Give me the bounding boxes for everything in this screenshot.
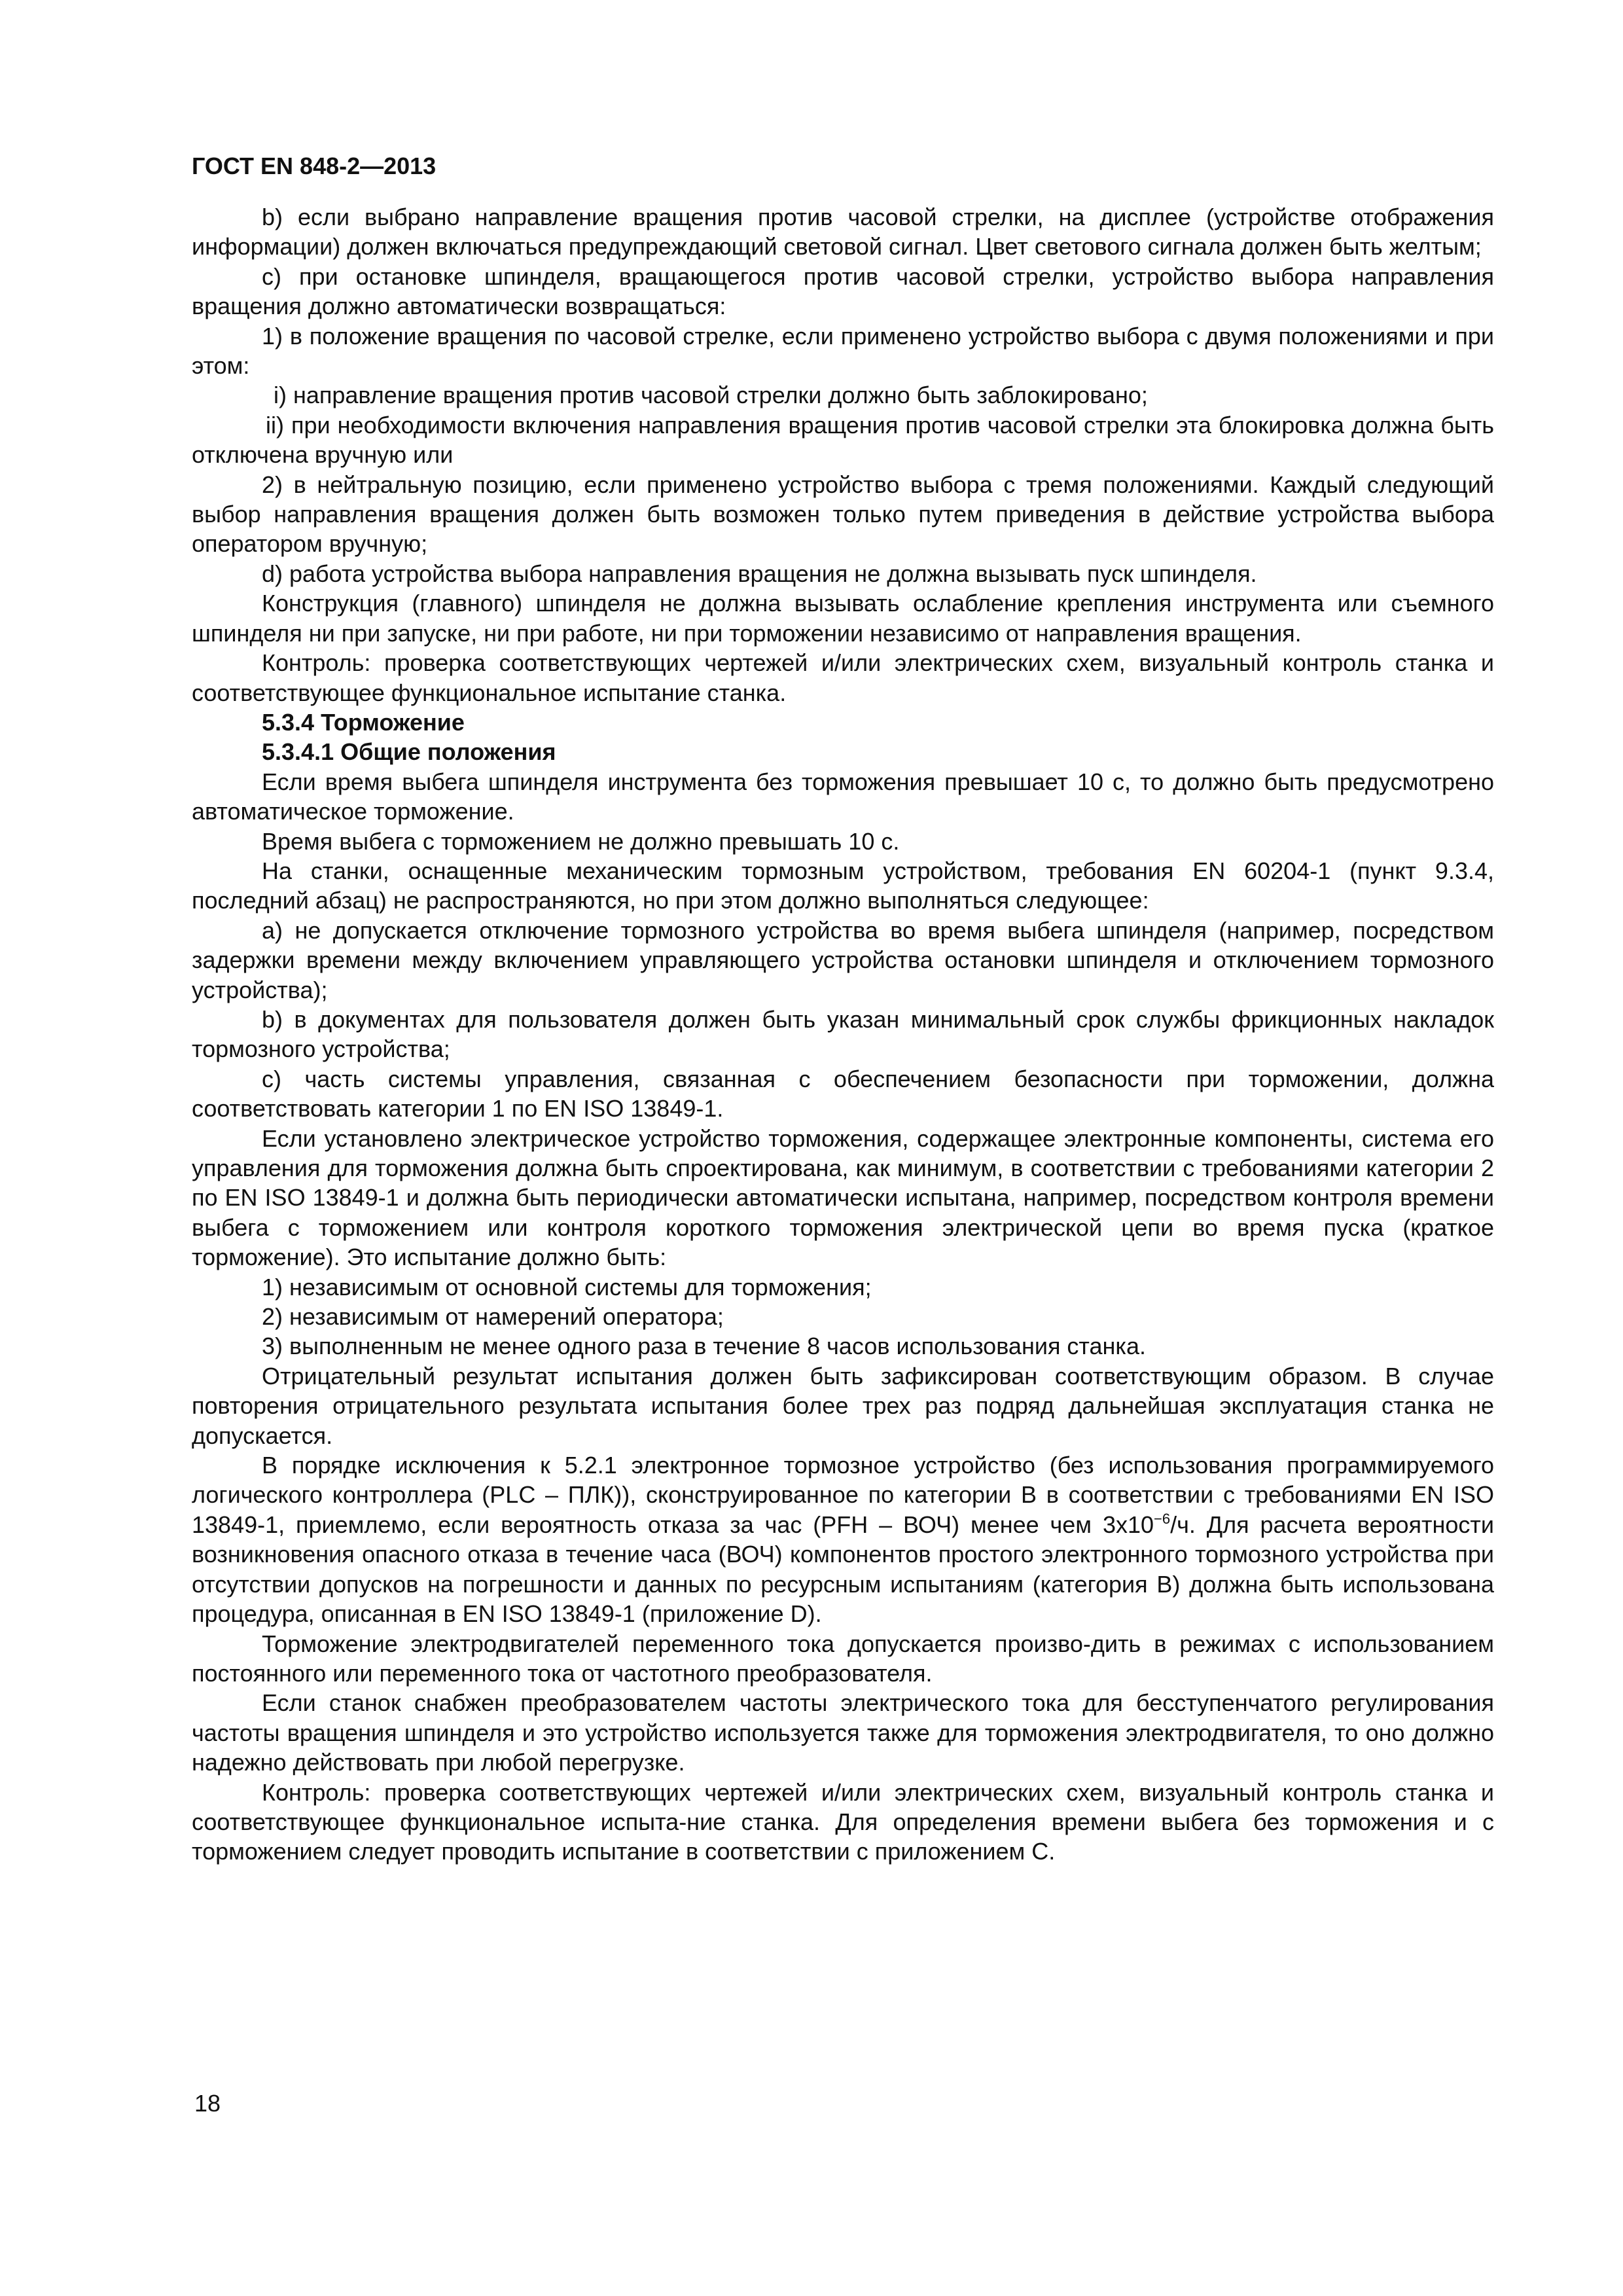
item-c-auto-return: c) при остановке шпинделя, вращающегося против часовой стрелки, устройство выбора направления вращения должно автоматически возвращаться: <box>192 262 1494 320</box>
sub-item-i-blocked: i) направление вращения против часовой стрелки должно быть заблокировано; <box>274 382 1148 409</box>
item-b-indicator: b) если выбрано направление вращения против часовой стрелки, на дисплее (устройстве отображения информации) должен включаться предупреждающий световой сигнал. Цвет светового сигнала должен быть желтым; <box>192 204 1494 260</box>
paragraph-auto-braking: Если время выбега шпинделя инструмента без торможения превышает 10 с, то должно быть предусмотрено автоматическое торможение. <box>192 768 1494 825</box>
document-header: ГОСТ EN 848-2—2013 <box>192 152 437 179</box>
document-body <box>192 202 1494 1867</box>
sub-item-1-two-position: 1) в положение вращения по часовой стрелке, если применено устройство выбора с двумя положениями и при этом: <box>192 322 1494 380</box>
section-heading-general: 5.3.4.1 Общие положения <box>262 738 556 766</box>
paragraph-frequency-converter: Если станок снабжен преобразователем частоты электрического тока для бесступенчатого регулирования частоты вращения шпинделя и это устройство используется также для торможения электродвигателя, то оно должно надежно действовать при любой перегрузке. <box>192 1689 1494 1776</box>
paragraph-runout-time: Время выбега с торможением не должно превышать 10 с. <box>262 827 900 855</box>
paragraph-electrical-brake: Если установлено электрическое устройство торможения, содержащее электронные компоненты, система его управления для торможения должна быть спроектирована, как минимум, в соответствии с требованиями категории 2 по EN ISO 13849-1 и должна быть периодически автоматически испытана, например, посредством контроля времени выбега с торможением или контроля короткого торможения электрической цепи во время пуска (краткое торможение). Это испытание должно быть: <box>192 1124 1494 1271</box>
paragraph-control-2: Контроль: проверка соответствующих чертежей и/или электрических схем, визуальный контроль станка и соответствующее функциональное испыта-ние станка. Для определения времени выбега без торможения и с торможением следует проводить испытание в соответствии с приложением C. <box>192 1778 1494 1865</box>
item-b-service-life: b) в документах для пользователя должен быть указан минимальный срок службы фрикционных накладок тормозного устройства; <box>192 1005 1494 1063</box>
paragraph-exception <box>192 1450 1494 1628</box>
paragraph-ac-motors: Торможение электродвигателей переменного тока допускается произво-дить в режимах с использованием постоянного или переменного тока от частотного преобразователя. <box>192 1630 1494 1687</box>
list-item-1: 1) независимым от основной системы для торможения; <box>262 1273 872 1300</box>
exponent: −6 <box>1154 1510 1171 1527</box>
item-d-no-start: d) работа устройства выбора направления вращения не должна вызывать пуск шпинделя. <box>262 560 1257 587</box>
exception-text-part2: /ч. Для расчета вероятности возникновения опасного отказа в течение часа (ВОЧ) компонентов простого электронного тормозного устройства при отсутствии допусков на погрешности и данных по ресурсным испытаниям (категория B) должна быть использована процедура, описанная в EN ISO 13849-1 (приложение D). <box>192 1511 1494 1628</box>
page-number: 18 <box>194 2090 221 2117</box>
item-a-no-disconnect: a) не допускается отключение тормозного устройства во время выбега шпинделя (например, посредством задержки времени между включением управляющего устройства остановки шпинделя и отключением тормозного устройства); <box>192 916 1494 1003</box>
list-item-3: 3) выполненным не менее одного раза в течение 8 часов использования станка. <box>262 1333 1146 1360</box>
exception-text-part1: В порядке исключения к 5.2.1 электронное тормозное устройство (без использования программируемого логического контроллера (PLC – ПЛК)), сконструированное по категории B в соответствии с требованиями EN ISO 13849-1, приемлемо, если вероятность отказа за час (PFH – ВОЧ) менее чем 3x10 <box>192 1452 1494 1538</box>
item-c-category-1: c) часть системы управления, связанная с обеспечением безопасности при торможении, должна соответствовать категории 1 по EN ISO 13849-1. <box>192 1065 1494 1122</box>
sub-item-2-neutral: 2) в нейтральную позицию, если применено устройство выбора с тремя положениями. Каждый следующий выбор направления вращения должен быть возможен только путем приведения в действие устройства выбора оператором вручную; <box>192 471 1494 558</box>
paragraph-mechanical-brake: На станки, оснащенные механическим тормозным устройством, требования EN 60204-1 (пункт 9.3.4, последний абзац) не распространяются, но при этом должно выполняться следующее: <box>192 857 1494 914</box>
paragraph-negative-result: Отрицательный результат испытания должен быть зафиксирован соответствующим образом. В случае повторения отрицательного результата испытания более трех раз подряд дальнейшая эксплуатация станка не допускается. <box>192 1362 1494 1449</box>
paragraph-spindle-design: Конструкция (главного) шпинделя не должна вызывать ослабление крепления инструмента или съемного шпинделя ни при запуске, ни при работе, ни при торможении независимо от направления вращения. <box>192 590 1494 647</box>
sub-item-ii-manual-unlock: ii) при необходимости включения направления вращения против часовой стрелки эта блокировка должна быть отключена вручную или <box>192 411 1494 469</box>
list-item-2: 2) независимым от намерений оператора; <box>262 1303 724 1331</box>
paragraph-control-1: Контроль: проверка соответствующих чертежей и/или электрических схем, визуальный контроль станка и соответствующее функциональное испытание станка. <box>192 649 1494 706</box>
section-heading-braking: 5.3.4 Торможение <box>262 708 465 736</box>
